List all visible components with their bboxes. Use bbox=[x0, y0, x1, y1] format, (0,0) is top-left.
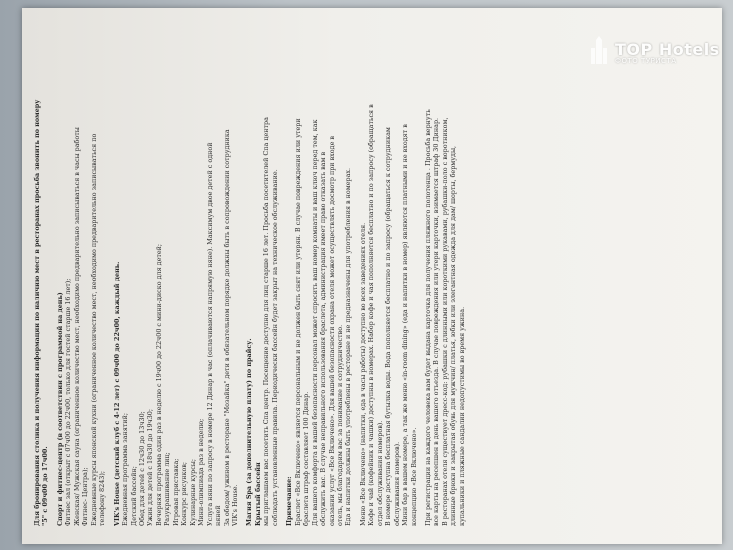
towels-line: длинные брюки и закрытая обувь для мужчин/ платья, юбки или элегантная одежда для дам/ шорты, бермуды, bbox=[449, 145, 458, 526]
watermark-subtitle: ФОТО ТУРИСТА bbox=[615, 57, 677, 65]
minibar-line: концепцию «Все Включено». bbox=[409, 427, 418, 526]
intro-line: "5" с 09ч00 до 17ч00. bbox=[41, 446, 50, 526]
kids-club-line: Игровая приставка; bbox=[171, 458, 180, 526]
towels-line: При регистрации на каждого человека вам будет выдана карточка для получения пляжного полотенца . Просьба вернуть bbox=[424, 109, 433, 526]
minibar-line: обслуживания номеров). bbox=[392, 441, 401, 526]
notes-line: оказании услуг «Все Включено». Для вашей безопасности охрана отеля может осуществлять досмотр при входе в bbox=[327, 136, 336, 526]
kids-club-line: VIK's House. bbox=[230, 484, 239, 526]
intro-line: Для бронирования столика и получения информации по наличию мест в ресторанах просьба звонить по номеру bbox=[33, 99, 41, 526]
notes-line: Браслет «Все Включено» является персональным и не должен быть снят или утерян. В случае повреждения или утери bbox=[293, 118, 302, 526]
towels-section bbox=[424, 26, 466, 526]
spa-heading: Магия Spa (за дополнительную плату) по прайсу. bbox=[245, 338, 254, 526]
tophotels-watermark bbox=[587, 40, 727, 80]
kids-club-line: Ежедневная программа занятий; bbox=[121, 412, 130, 526]
towels-line: В ресторанах отеля существует дресс-код: рубашки с длинными или короткими рукавами, рубашки-поло с воротником, bbox=[440, 117, 449, 526]
minibar-line: В номере доступна бесплатная бутылка воды. Вода пополняется бесплатно и по запросу (обращаться к сотрудникам bbox=[384, 127, 393, 526]
kids-club-line: Разукрашивание лиц; bbox=[163, 452, 172, 526]
notes-line: обслужить вас. В случае неправильного использования браслета, администрация имеет право отказать вам в bbox=[319, 151, 328, 526]
minibar-line: Кофе и чай (кофейник и чашки) доступны в номерах. Набор кофе и чая пополняется бесплатно и по запросу (обращаться в bbox=[367, 104, 376, 526]
towels-line: купальники и пляжные сандалии недопустимы во время ужина. bbox=[457, 306, 466, 526]
sport-line: телефону 8243); bbox=[98, 471, 107, 526]
kids-club-line: Вечерняя программа один раз в неделю с 19ч00 до 22ч00 с мини-диско для детей; bbox=[154, 243, 163, 526]
spa-section bbox=[245, 26, 279, 526]
notes-line: Для вашего комфорта и вашей безопасности персонал может спросить ваш номер комнаты и ваш ключ перед тем, как bbox=[310, 119, 319, 526]
intro-section bbox=[33, 26, 50, 526]
tower-logo-icon bbox=[587, 36, 611, 66]
sport-heading: Спорт и фитнес-центр (в соответствии с программой на день) bbox=[55, 292, 64, 526]
kids-club-line: За обедом/ ужином в ресторане "Мозайка" дети в обязательном порядке должны быть в сопровождении сотрудника bbox=[222, 129, 231, 526]
kids-club-line: Детский бассейн; bbox=[129, 466, 138, 526]
towels-line: все карты на ресепшен в день вашего отъезда. В случае повреждения или утери карточки, взимается штраф 30 Динар. bbox=[432, 117, 441, 526]
kids-club-line: Обед для детей с 12ч30 до 13ч30; bbox=[137, 411, 146, 526]
notes-line: браслета штраф составляет 100 Динар. bbox=[302, 391, 311, 526]
kids-club-line: Конкурс рисунков; bbox=[180, 461, 189, 526]
kids-club-heading: VIK's House (детский клуб с 4-12 лет) с 09ч00 до 22ч00, каждый день. bbox=[112, 261, 121, 526]
minibar-section bbox=[359, 26, 418, 526]
kids-club-line: Услуга няни по запросу в номере 12 Динар в час (оплачиваются напрямую няне). Максимум двое детей с одной bbox=[205, 142, 214, 526]
notes-heading: Примечание: bbox=[285, 476, 294, 526]
notes-section bbox=[285, 26, 353, 526]
notes-line: Еда и напитки должны быть употреблены в ресторане и не предназначены для употребления в номерах. bbox=[344, 167, 353, 526]
spa-line: соблюдать установленные правила. Периодически бассейн будет закрыт на техническое обслуживание. bbox=[270, 169, 279, 526]
sport-line: Фитнес зал (открыт с 07ч00 до 22ч00, только для гостей старше 16 лет); bbox=[64, 278, 73, 526]
sport-line: Фитнес- Центра); bbox=[81, 467, 90, 526]
watermark-logo-text: TOP Hotels bbox=[615, 40, 720, 59]
notes-line: отель, мы благодарим вас за понимание и сотрудничество. bbox=[335, 324, 344, 526]
minibar-line: Меню «Все Включено» (напитки, еда в часы работы) доступно во всех заведениях отеля. bbox=[358, 222, 367, 526]
spa-line: мы приглашаем вас посетить Спа центр. Посещение доступно для лиц старше 16 лет. Просьба посетителей Спа центра bbox=[262, 117, 271, 526]
kids-club-line: няней bbox=[214, 505, 223, 526]
sport-line: Ежедневные курсы японской кухни (ограниченное количество мест, необходимо предварительно записываться по bbox=[89, 133, 98, 526]
document-page bbox=[27, 16, 717, 536]
kids-club-line: Мини-олимпиада раз в неделю; bbox=[197, 418, 206, 526]
pool-heading: Крытый бассейн bbox=[253, 462, 262, 526]
sport-line: Женская/ Мужская сауна (ограниченное количество мест, необходимо предварительно записываться в часы работы bbox=[72, 127, 81, 526]
paper-sheet bbox=[22, 8, 722, 544]
kids-club-line: Ужин для детей с 18ч30 до 19ч30; bbox=[146, 408, 155, 526]
kids-club-section bbox=[113, 26, 240, 526]
minibar-line: Мини бар в вашем номере, а так же меню «in-room dining» (еда и напитки в номер) являются платными и не входят в bbox=[401, 124, 410, 526]
minibar-line: отдел обслуживания номеров). bbox=[375, 420, 384, 526]
sport-section bbox=[56, 26, 107, 526]
kids-club-line: Кулинарные курсы; bbox=[188, 458, 197, 526]
